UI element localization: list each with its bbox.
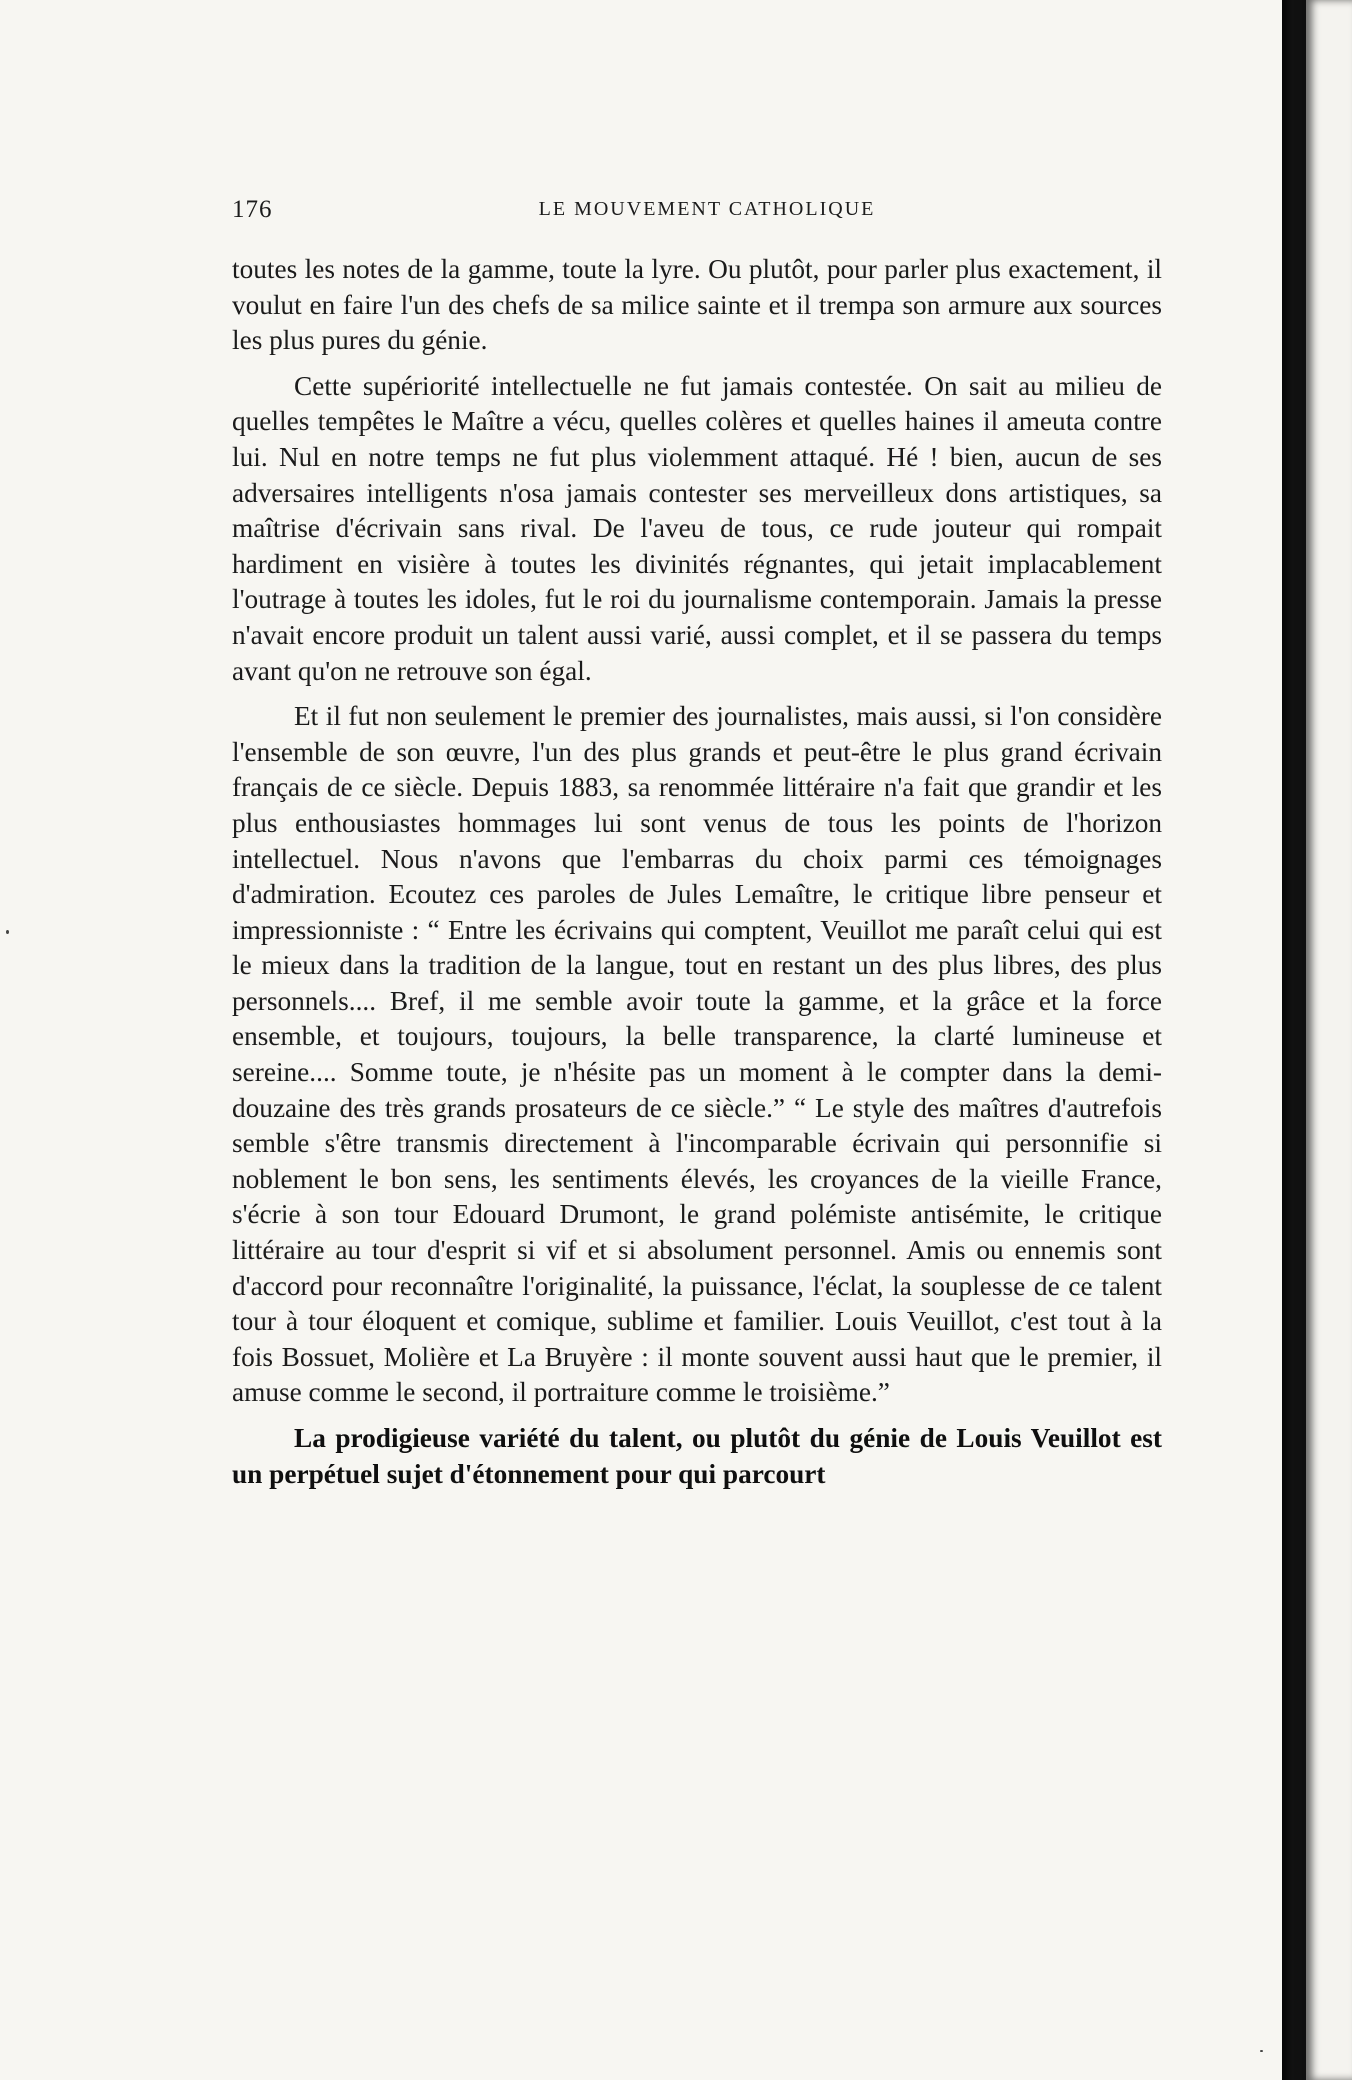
scan-right-edge — [1282, 0, 1352, 2080]
body-text — [232, 252, 1162, 1502]
paragraph-1: toutes les notes de la gamme, toute la lyre. Ou plutôt, pour parler plus exactement, il voulut en faire l'un des chefs de sa milice sainte et il trempa son armure aux sources les plus pures du génie. — [232, 254, 1162, 356]
paragraph-3: Et il fut non seulement le premier des journalistes, mais aussi, si l'on considère l'ensemble de son œuvre, l'un des plus grands et peut-être le plus grand écrivain français de ce siècle. Depuis 1883, sa renommée littéraire n'a fait que grandir et les plus enthousiastes hommages lui sont venus de tous les points de l'horizon intellectuel. Nous n'avons que l'embarras du choix parmi ces témoignages d'admiration. Ecoutez ces paroles de Jules Lemaître, le critique libre penseur et impressionniste : “ Entre les écrivains qui comptent, Veuillot me paraît celui qui est le mieux dans la tradition de la langue, tout en restant un des plus libres, des plus personnels.... Bref, il me semble avoir toute la gamme, et la grâce et la force ensemble, et toujours, toujours, la belle transparence, la clarté lumineuse et sereine.... Somme toute, je n'hésite pas un moment à le compter dans la demi-douzaine des très grands prosateurs de ce siècle.” “ Le style des maîtres d'autrefois semble s'être transmis directement à l'incomparable écrivain qui personnifie si noblement le bon sens, les sentiments élevés, les croyances de la vieille France, s'écrie à son tour Edouard Drumont, le grand polémiste antisémite, le critique littéraire au tour d'esprit si vif et si absolument personnel. Amis ou ennemis sont d'accord pour reconnaître l'originalité, la puissance, l'éclat, la souplesse de ce talent tour à tour éloquent et comique, sublime et familier. Louis Veuillot, c'est tout à la fois Bossuet, Molière et La Bruyère : il monte souvent aussi haut que le premier, il amuse comme le second, il portraiture comme le troisième.” — [232, 701, 1162, 1408]
page-number: 176 — [232, 196, 273, 223]
page-header — [232, 196, 1162, 226]
next-page-strip — [1306, 0, 1352, 2080]
running-title: LE MOUVEMENT CATHOLIQUE — [538, 198, 876, 220]
scan-speck — [6, 930, 9, 934]
paragraph-2: Cette supériorité intellectuelle ne fut jamais contestée. On sait au milieu de quelles tempêtes le Maître a vécu, quelles colères et quelles haines il ameuta contre lui. Nul en notre temps ne fut plus violemment attaqué. Hé ! bien, aucun de ses adversaires intelligents n'osa jamais contester ses merveilleux dons artistiques, sa maîtrise d'écrivain sans rival. De l'aveu de tous, ce rude jouteur qui rompait hardiment en visière à toutes les divinités régnantes, qui jetait implacablement l'outrage à toutes les idoles, fut le roi du journalisme contemporain. Jamais la presse n'avait encore produit un talent aussi varié, aussi complet, et il se passera du temps avant qu'on ne retrouve son égal. — [232, 370, 1162, 686]
paragraph-4: La prodigieuse variété du talent, ou plutôt du génie de Louis Veuillot est un perpétuel sujet d'étonnement pour qui parcourt — [232, 1423, 1162, 1489]
scan-speck — [1260, 2050, 1263, 2052]
